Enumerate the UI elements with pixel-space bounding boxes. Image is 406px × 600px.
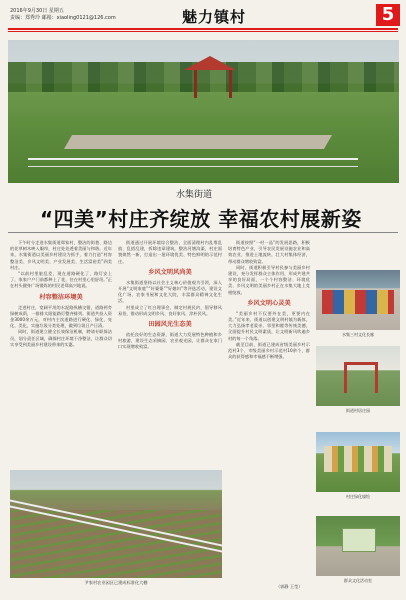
header-rule bbox=[8, 28, 398, 30]
paragraph: “美丽乡村不仅要外在美，更要内在美。”近年来，街道以创建文明村镇为载体，大力弘扬孝老爱亲、邻里和睦等传统美德，全面提升村民文明素质，让文明新风吹遍乡村的每一个角落。 bbox=[228, 310, 310, 341]
page-header bbox=[0, 0, 406, 30]
paragraph: 村里成立了红白理事会，制定村规民约，倡导移风易俗，推动形成文明乡风、良好家风、淳朴民风。 bbox=[118, 304, 222, 316]
paragraph: 走进村庄，宽阔平坦的水泥路纵横交错，道路两旁绿树成荫，一排排太阳能路灯整齐排列。街道共投入资金3000余万元，对村内主次道路进行硬化、绿化、亮化、美化，实施垃圾分类处理，做到垃圾日产日清。 bbox=[10, 304, 112, 329]
editor-line: 责编：郑秀玲 邮箱：xiaoling0121@126.com bbox=[10, 15, 116, 21]
garden-path bbox=[64, 135, 332, 149]
photo-caption: 群众文化活动室 bbox=[344, 578, 372, 583]
subheading: 村容整洁环境美 bbox=[39, 293, 83, 301]
photo-caption: 街道村居庄园 bbox=[346, 408, 370, 413]
display-boards bbox=[322, 290, 394, 314]
text-column-2 bbox=[118, 240, 222, 470]
kicker: 水集街道 bbox=[176, 190, 213, 200]
pavilion-columns bbox=[194, 70, 232, 98]
page-number: 5 bbox=[376, 4, 400, 26]
issue-date: 2016年9月30日 星期五 bbox=[10, 8, 64, 14]
room-sign bbox=[342, 528, 376, 552]
paragraph: “以前村里脏乱差，现在道路硬化了，路灯安上了，家家户户门前都种上了花，住在村里心里舒坦。”正在村头健身广场锻炼的村民老郑高兴地说。 bbox=[10, 271, 112, 289]
white-fence bbox=[28, 158, 358, 167]
issue-info bbox=[10, 8, 116, 22]
subheading: 乡风文明风尚美 bbox=[148, 268, 192, 276]
side-photo-4 bbox=[316, 516, 400, 588]
side-photo-1 bbox=[316, 270, 400, 342]
header-rule-thin bbox=[8, 31, 398, 32]
red-gate bbox=[344, 362, 378, 393]
headline-rule bbox=[8, 232, 398, 233]
side-photo-2 bbox=[316, 346, 400, 418]
paragraph: 街道通过开展环境综合整治，全面清理村内乱堆乱放、乱搭乱建，拆除违章建筑，整治河塘沟渠，村庄面貌焕然一新，打造出一批环境优美、特色鲜明的示范村庄。 bbox=[118, 240, 222, 264]
subheading: 田园风光生态美 bbox=[148, 321, 192, 329]
headline: “四美”村庄齐绽放 幸福农村展新姿 bbox=[40, 207, 362, 231]
subheading: 乡风文明心灵美 bbox=[247, 299, 291, 307]
photo-mural-wall bbox=[316, 432, 400, 492]
side-photo-3 bbox=[316, 432, 400, 504]
photo-culture-wall bbox=[316, 270, 400, 330]
paragraph: 截至目前，街道已建成省级美丽乡村示范村3个、市级美丽乡村示范村10余个，群众的获得感和幸福感不断增强。 bbox=[228, 341, 310, 360]
text-column-1 bbox=[10, 240, 112, 470]
paragraph: 同时，街道积极引导村民参与美丽乡村建设，充分发挥群众主体作用，形成共建共享的良好局面，一个个村容整洁、环境优美、乡风文明的美丽乡村正在水集大地上竞相绽放。 bbox=[228, 264, 310, 295]
photo-caption: 水集三村文化长廊 bbox=[342, 332, 374, 337]
photo-caption: 村庄绿化墙绘 bbox=[346, 494, 370, 499]
section-title: 魅力镇村 bbox=[182, 8, 247, 26]
pavilion-roof bbox=[184, 56, 236, 70]
paragraph: 同时，街道建立健全长效保洁机制，聘请专职保洁员，划分责任区域，确保村庄环境干净整洁，让群众切实享受到美丽乡村建设带来的实惠。 bbox=[10, 329, 112, 347]
paragraph: 街道按照“一村一品”的发展思路，积极培育特色产业，引导农民发展设施农业和高效农业，推进土地流转，壮大村集体经济，带动群众增收致富。 bbox=[228, 240, 310, 264]
lead-photo bbox=[8, 40, 399, 183]
farmland-photo bbox=[10, 470, 222, 578]
byline: （郭静 王莹） bbox=[276, 584, 303, 589]
photo-caption: 尹家村农业园区已建成标准化大棚 bbox=[84, 580, 148, 585]
photo-activity-room bbox=[316, 516, 400, 576]
paragraph: 下午时分走进水集街道郑家村，整洁的街巷、路边的花草树木映入眼帘，村庄处处透着美丽与和谐。近年来，水集街道以美丽乡村建设为抓手，着力打造“村容整洁美、乡风文明美、产业发展美、生活富裕美”四美村庄。 bbox=[10, 240, 112, 270]
text-column-3 bbox=[228, 240, 310, 590]
painted-wall bbox=[324, 446, 392, 472]
paragraph: 水集街道坚持以社会主义核心价值观为引领，深入开展“文明家庭”“好婆婆”“好媳妇”等评选活动，建设文化广场、农家书屋和文化大院，丰富群众精神文化生活。 bbox=[118, 279, 222, 304]
paragraph: 依托良好的生态资源，街道大力发展特色种植和乡村旅游，建设生态采摘园、农业观光园，让群众在家门口实现增收致富。 bbox=[118, 332, 222, 350]
photo-village-gate bbox=[316, 346, 400, 406]
